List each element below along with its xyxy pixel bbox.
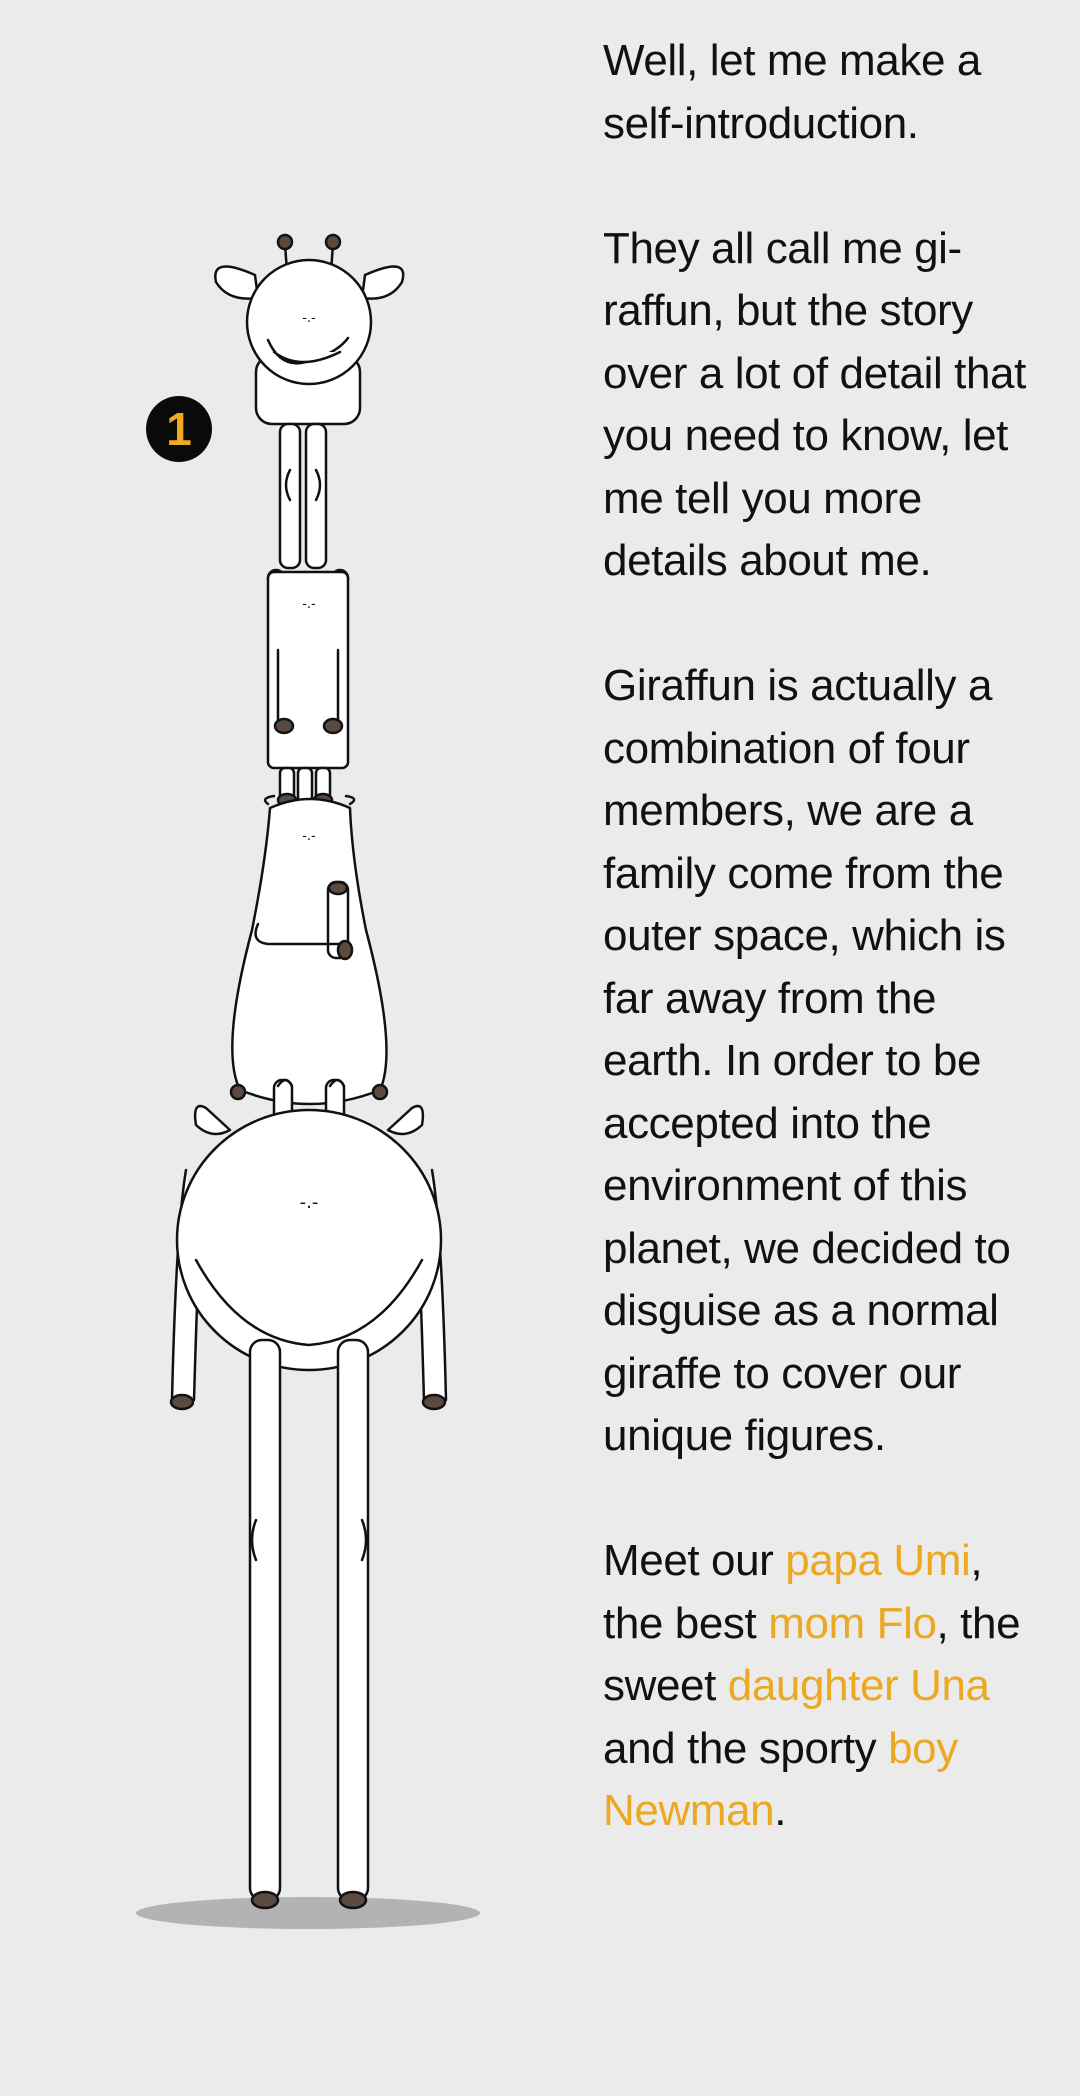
meet-sep-1: , — [970, 1536, 983, 1585]
meet-best: the best — [603, 1598, 769, 1648]
svg-text:-.-: -.- — [302, 829, 316, 844]
step-number: 1 — [166, 403, 192, 455]
giraffe-second — [268, 570, 348, 806]
giraffe-stack-icon — [120, 220, 520, 1940]
giraffe-third — [231, 796, 387, 1104]
svg-text:-.-: -.- — [302, 597, 316, 612]
meet-sporty: and the sporty — [603, 1723, 889, 1773]
intro-paragraph: Well, let me make a self-introduction. — [603, 36, 981, 148]
boy-newman-link[interactable]: boy Newman — [603, 1723, 958, 1835]
svg-text:-.-: -.- — [302, 311, 316, 326]
svg-text:-.-: -.- — [299, 1192, 319, 1213]
name-paragraph: They all call me gi-raffun, but the story over a lot of detail that you need to know, let me tell you more details about me. — [603, 223, 1026, 585]
meet-sweet: the sweet — [603, 1598, 1021, 1710]
giraffe-bottom — [171, 1080, 446, 1908]
meet-sep-2: , — [936, 1598, 949, 1648]
giraffe-stack-illustration — [120, 220, 520, 1940]
ground-shadow — [136, 1897, 480, 1929]
daughter-una-link[interactable]: daughter Una — [727, 1661, 990, 1710]
meet-paragraph — [603, 1530, 1033, 1843]
papa-umi-link[interactable]: papa Umi — [785, 1536, 971, 1585]
combination-paragraph: Giraffun is actually a combination of four members, we are a family come from the outer space, which is far away from the earth. In order to be accepted into the environment of this planet, we decided to disguise as a normal giraffe to cover our unique figures. — [603, 661, 1011, 1460]
step-number-badge[interactable] — [146, 396, 212, 462]
mom-flo-link[interactable]: mom Flo — [768, 1598, 937, 1648]
giraffe-top — [215, 235, 403, 568]
story-text — [603, 30, 1033, 1843]
meet-end: . — [774, 1786, 787, 1835]
meet-prefix: Meet our — [603, 1536, 786, 1585]
